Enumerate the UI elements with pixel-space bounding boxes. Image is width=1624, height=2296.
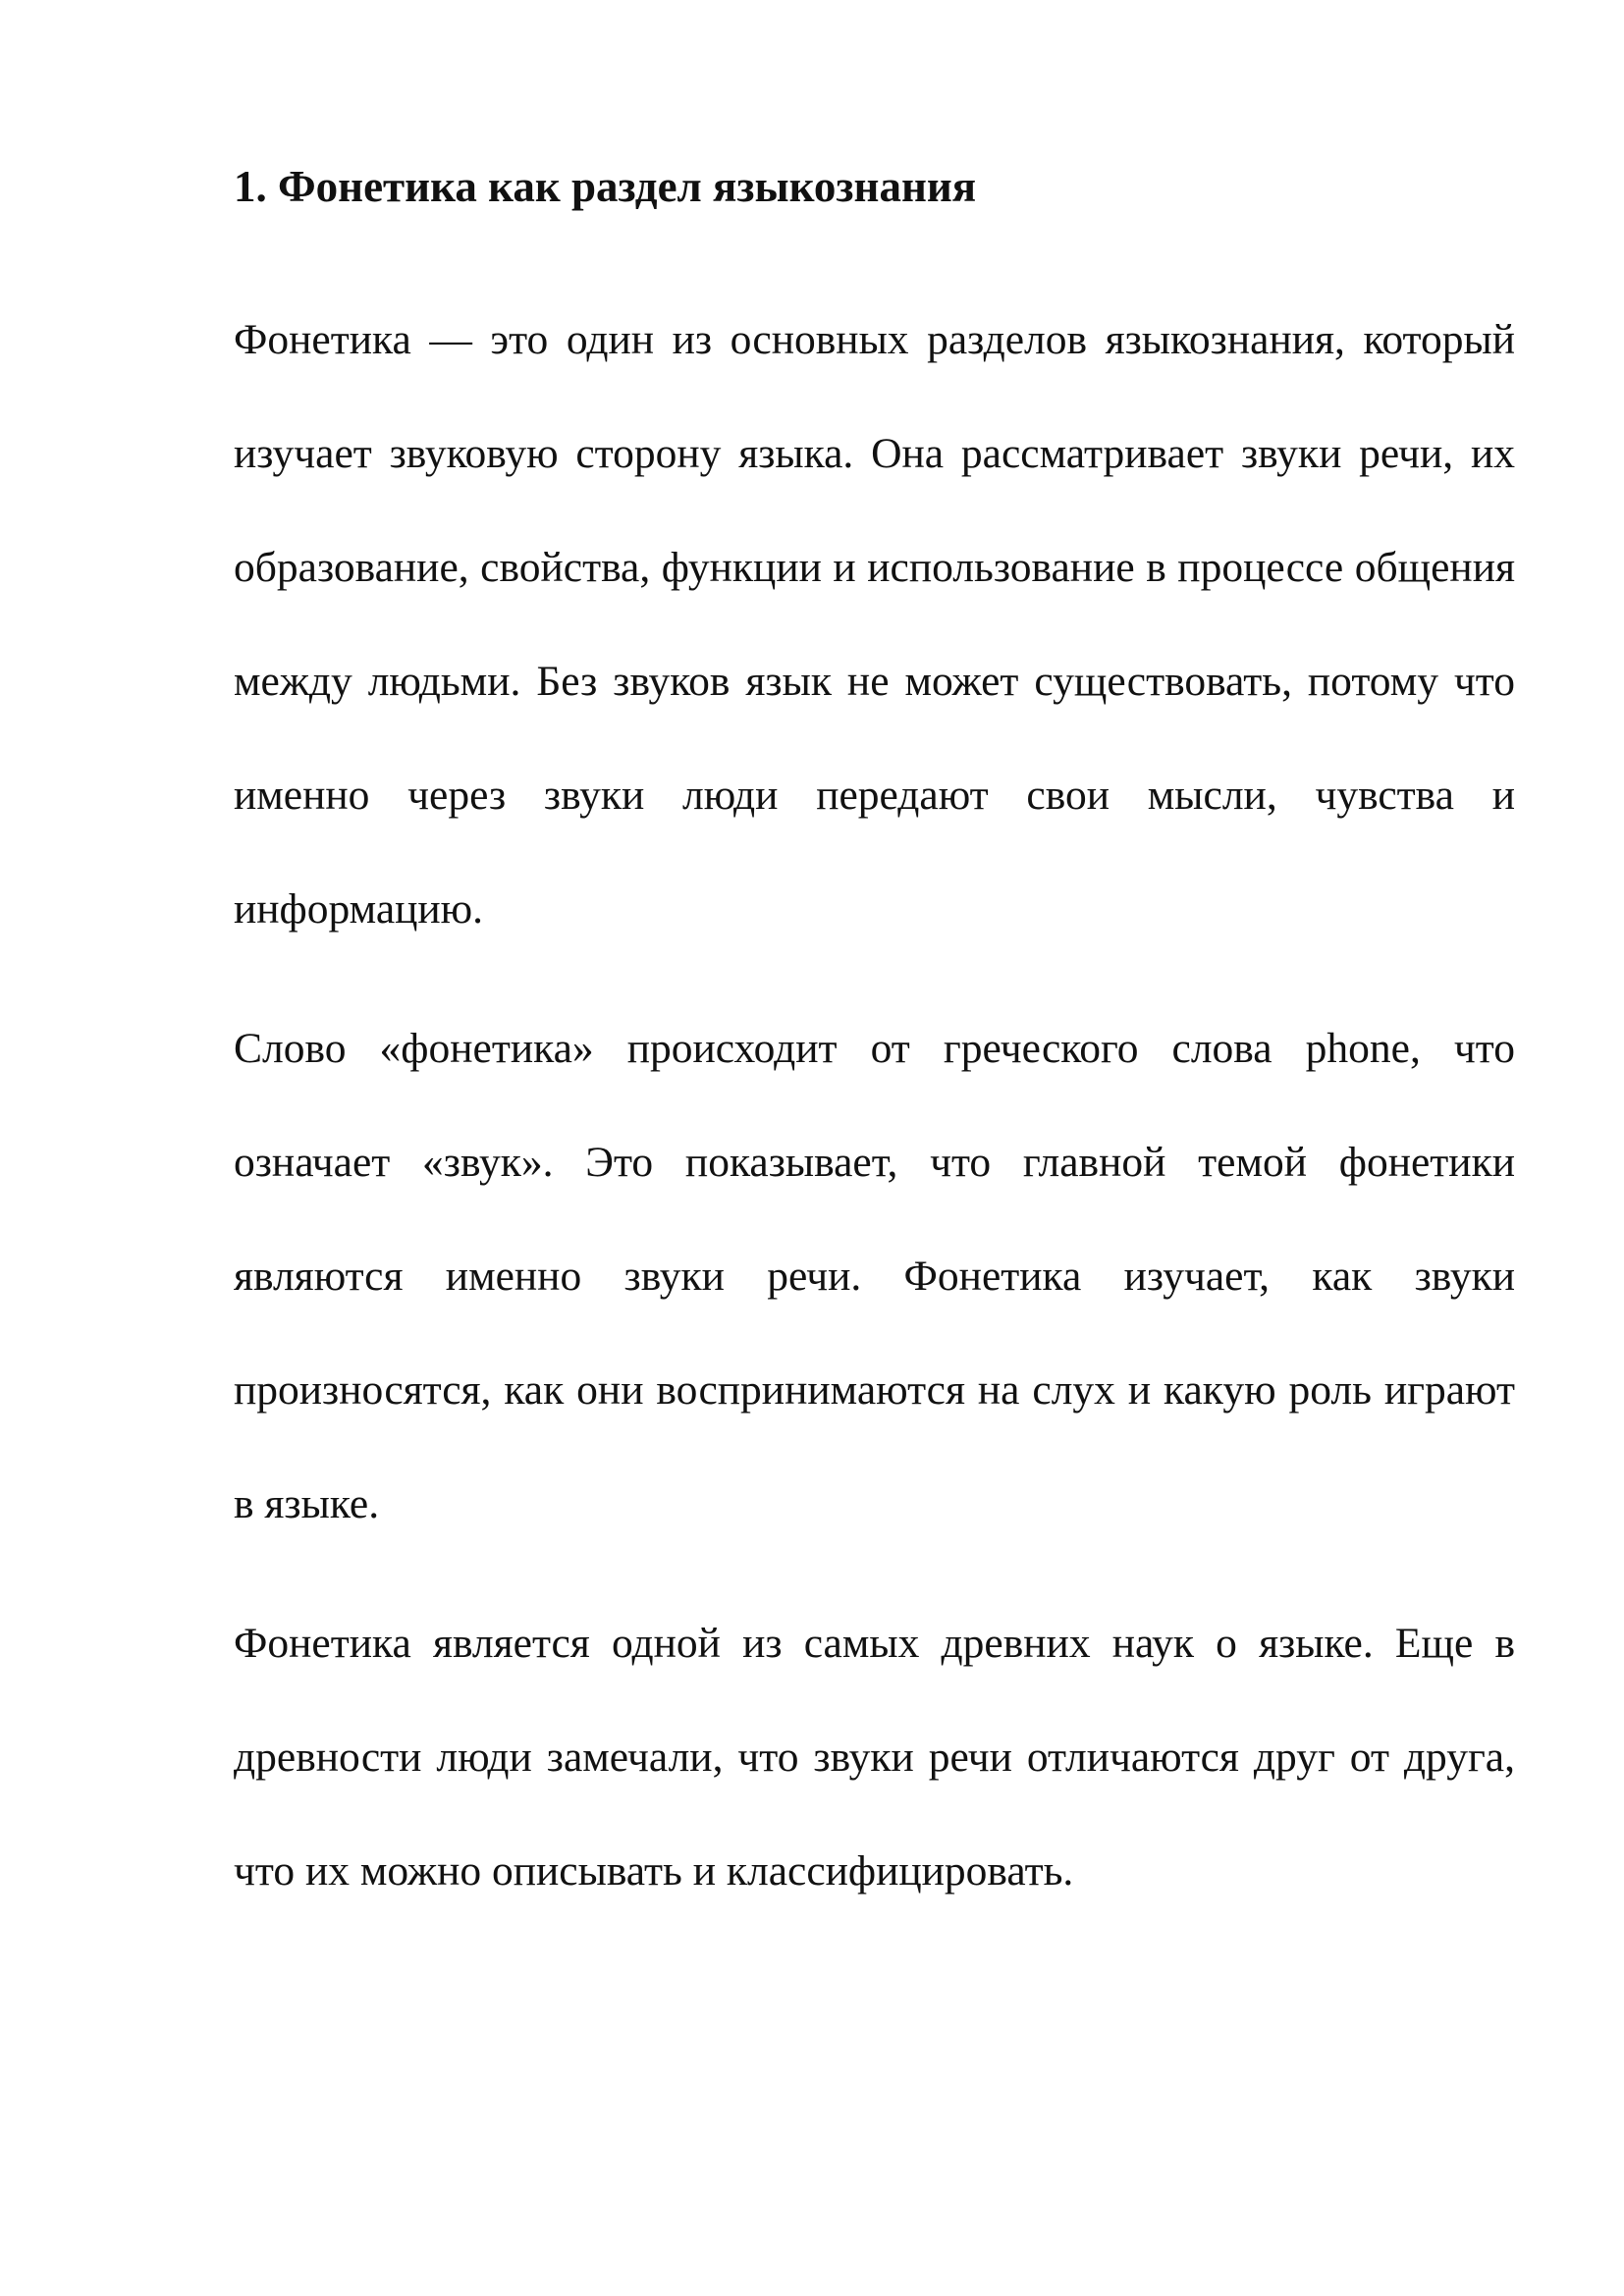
section-heading: 1. Фонетика как раздел языкознания bbox=[234, 162, 977, 211]
paragraph-word-origin: Слово «фонетика» происходит от греческого слова phone, что означает «звук». Это показывает, что главной темой фонетики являются именно звуки речи. Фонетика изучает, как звуки произносятся, как они воспринимаются на слух и какую роль играют в языке. bbox=[234, 1025, 1515, 1527]
page-content bbox=[234, 147, 1515, 1953]
paragraph-phonetics-definition: Фонетика — это один из основных разделов языкознания, который изучает звуковую сторону языка. Она рассматривает звуки речи, их образование, свойства, функции и использование в процессе общения между людьми. Без звуков язык не может существовать, потому что именно через звуки люди передают свои мысли, чувства и информацию. bbox=[234, 316, 1515, 933]
paragraph-ancient-science: Фонетика является одной из самых древних наук о языке. Еще в древности люди замечали, что звуки речи отличаются друг от друга, что их можно описывать и классифицировать. bbox=[234, 1620, 1515, 1895]
